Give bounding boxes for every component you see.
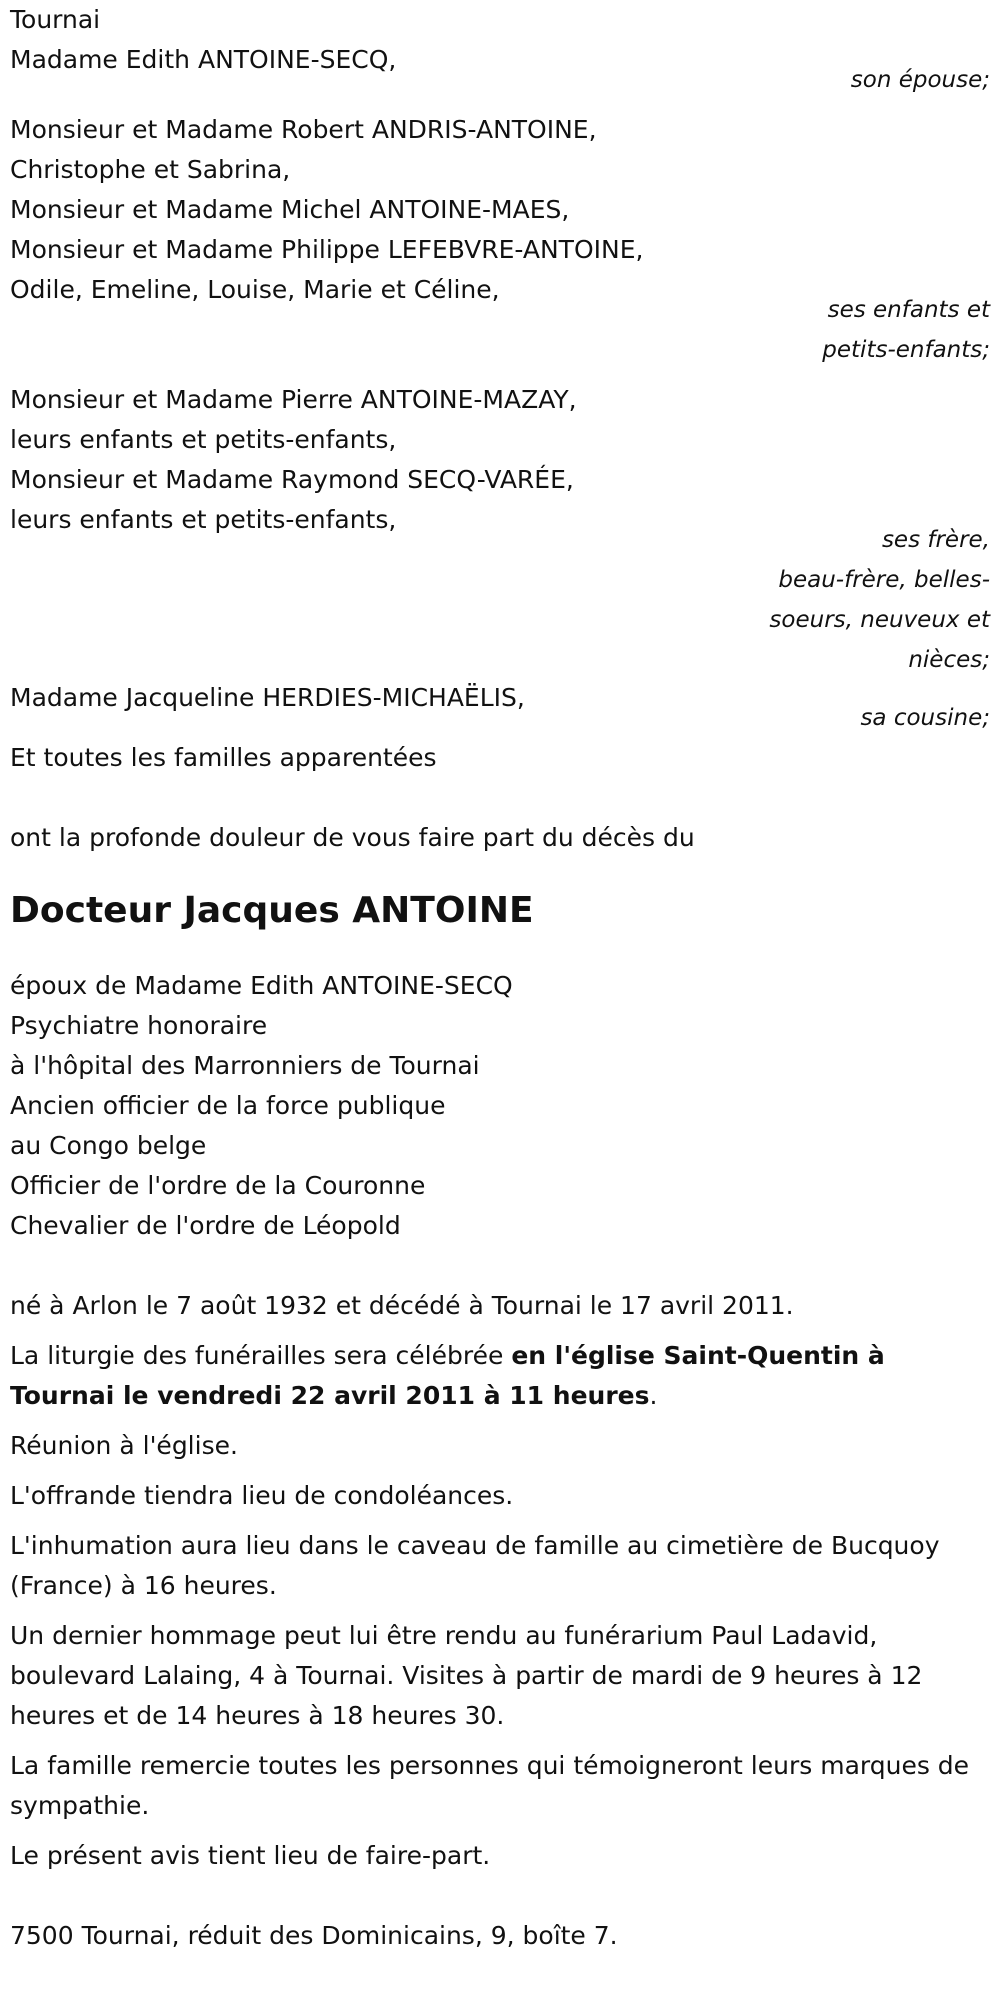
- paragraph: La famille remercie toutes les personnes qui témoigneront leurs marques de sympathie.: [10, 1751, 970, 1820]
- siblings-line: leurs enfants et petits-enfants,: [10, 425, 397, 454]
- paragraph: Réunion à l'église.: [10, 1431, 238, 1460]
- title-line: époux de Madame Edith ANTOINE-SECQ: [10, 971, 513, 1000]
- children-line: Monsieur et Madame Philippe LEFEBVRE-ANTOINE,: [10, 235, 644, 264]
- liturgy-prefix: La liturgie des funérailles sera célébrée: [10, 1341, 512, 1370]
- siblings-line: Monsieur et Madame Pierre ANTOINE-MAZAY,: [10, 385, 577, 414]
- paragraph: L'inhumation aura lieu dans le caveau de famille au cimetière de Bucquoy (France) à 16 heures.: [10, 1531, 940, 1600]
- titles-block: [10, 966, 1000, 1246]
- birth-death-line: né à Arlon le 7 août 1932 et décédé à Tournai le 17 avril 2011.: [10, 1291, 794, 1320]
- liturgy-details: en l'église Saint-Quentin à Tournai le vendredi 22 avril 2011 à 11 heures: [10, 1341, 885, 1410]
- siblings-role: beau-frère, belles-: [778, 567, 990, 593]
- liturgy-suffix: .: [649, 1381, 658, 1410]
- title-line: à l'hôpital des Marronniers de Tournai: [10, 1051, 480, 1080]
- siblings-line: Monsieur et Madame Raymond SECQ-VARÉE,: [10, 465, 574, 494]
- title-line: Chevalier de l'ordre de Léopold: [10, 1211, 401, 1240]
- children-line: Christophe et Sabrina,: [10, 155, 291, 184]
- siblings-block: [10, 380, 1000, 680]
- children-line: Monsieur et Madame Michel ANTOINE-MAES,: [10, 195, 570, 224]
- cousin-name: Madame Jacqueline HERDIES-MICHAËLIS,: [10, 683, 525, 712]
- title-line: Psychiatre honoraire: [10, 1011, 268, 1040]
- siblings-role: soeurs, neuveux et: [769, 607, 990, 633]
- liturgy-paragraph: [10, 1336, 985, 1416]
- spouse-role: son épouse;: [850, 67, 990, 93]
- spouse-name: Madame Edith ANTOINE-SECQ,: [10, 45, 397, 74]
- siblings-role: ses frère,: [881, 527, 990, 553]
- address-line: 7500 Tournai, réduit des Dominicains, 9, boîte 7.: [10, 1921, 618, 1950]
- announcement-line: ont la profonde douleur de vous faire part du décès du: [10, 823, 695, 852]
- children-block: [10, 110, 1000, 370]
- title-line: Officier de l'ordre de la Couronne: [10, 1171, 426, 1200]
- title-line: au Congo belge: [10, 1131, 207, 1160]
- paragraph: Le présent avis tient lieu de faire-part.: [10, 1841, 491, 1870]
- families-line: Et toutes les familles apparentées: [10, 743, 437, 772]
- children-line: Odile, Emeline, Louise, Marie et Céline,: [10, 275, 500, 304]
- siblings-line: leurs enfants et petits-enfants,: [10, 505, 397, 534]
- deceased-name: Docteur Jacques ANTOINE: [10, 890, 534, 931]
- cousin-role: sa cousine;: [860, 705, 990, 731]
- paragraph: L'offrande tiendra lieu de condoléances.: [10, 1481, 514, 1510]
- title-line: Ancien officier de la force publique: [10, 1091, 446, 1120]
- children-role: petits-enfants;: [822, 337, 990, 363]
- siblings-role: nièces;: [908, 647, 990, 673]
- children-role: ses enfants et: [827, 297, 990, 323]
- cousin-block: [10, 678, 1000, 738]
- spouse-block: [10, 40, 1000, 100]
- city-heading: Tournai: [10, 5, 101, 34]
- children-line: Monsieur et Madame Robert ANDRIS-ANTOINE,: [10, 115, 597, 144]
- paragraph: Un dernier hommage peut lui être rendu au funérarium Paul Ladavid, boulevard Lalaing, 4 à Tournai. Visites à partir de mardi de 9 heures à 12 heures et de 14 heures à 18 heures 30.: [10, 1621, 923, 1730]
